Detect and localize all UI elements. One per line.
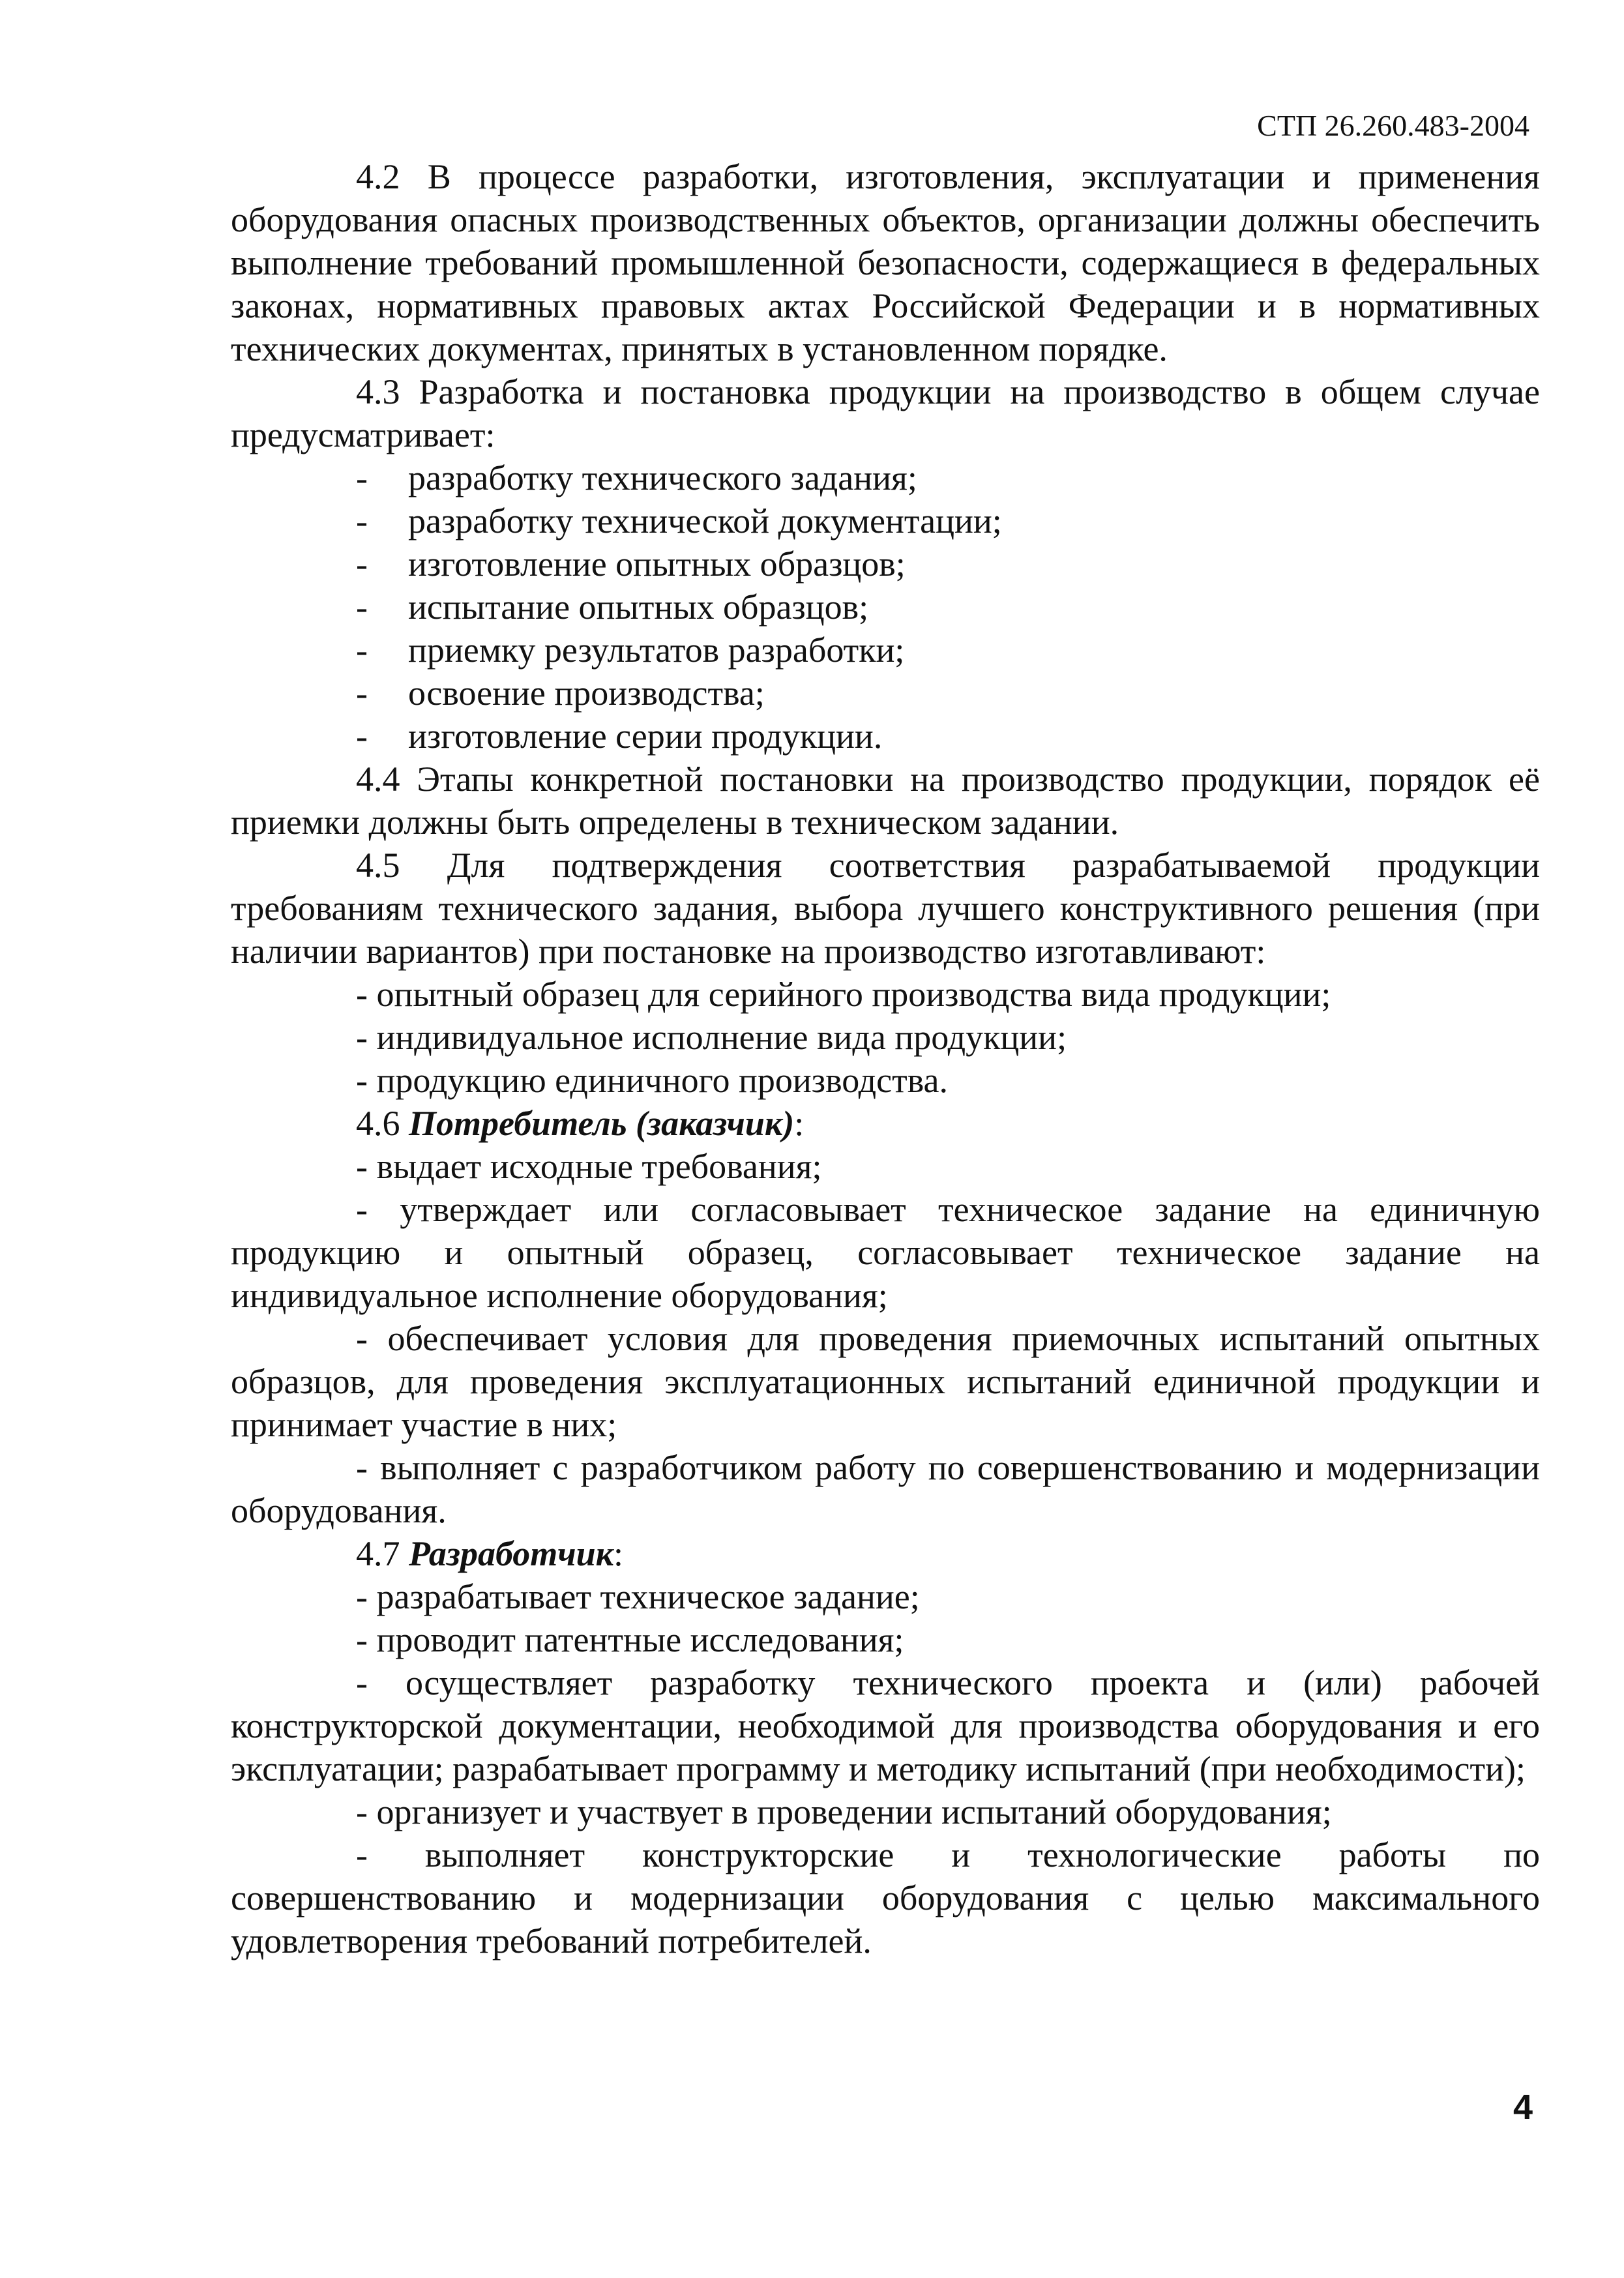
- heading-4-6: [231, 1102, 1540, 1145]
- dash-marker: -: [356, 587, 368, 627]
- paragraph-4-5-intro: 4.5 Для подтверждения соответствия разрабатываемой продукции требованиям технического задания, выбора лучшего конструктивного решения (при наличии вариантов) при постановке на производство изготавливают:: [231, 846, 1540, 971]
- list-item-text: разработку технической документации;: [408, 501, 1002, 540]
- dash-marker: -: [356, 458, 368, 497]
- list-item-text: разработку технического задания;: [408, 458, 917, 497]
- section-title: Разработчик: [409, 1534, 613, 1573]
- section-number: 4.6: [356, 1104, 409, 1143]
- list-item-text: приемку результатов разработки;: [408, 630, 905, 670]
- list-item: - организует и участвует в проведении испытаний оборудования;: [356, 1792, 1332, 1831]
- list-item: - выполняет конструкторские и технологические работы по совершенствованию и модернизации оборудования с целью максимального удовлетворения требований потребителей.: [231, 1835, 1540, 1960]
- heading-4-7: [231, 1532, 1540, 1575]
- paragraph-4-3-intro: 4.3 Разработка и постановка продукции на производство в общем случае предусматривает:: [231, 372, 1540, 454]
- list-item: [231, 456, 1540, 499]
- paragraph-4-2: 4.2 В процессе разработки, изготовления, эксплуатации и применения оборудования опасных производственных объектов, организации должны обеспечить выполнение требований промышленной безопасности, содержащиеся в федеральных законах, нормативных правовых актах Российской Федерации и в нормативных технических документах, принятых в установленном порядке.: [231, 157, 1540, 368]
- list-item: - выполняет с разработчиком работу по совершенствованию и модернизации оборудования.: [231, 1448, 1540, 1530]
- page-number: 4: [1513, 2088, 1533, 2127]
- list-item: - опытный образец для серийного производства вида продукции;: [356, 975, 1331, 1014]
- list-item: [231, 715, 1540, 758]
- list-item: [231, 629, 1540, 672]
- list-item: - индивидуальное исполнение вида продукции;: [356, 1018, 1067, 1057]
- list-item: - продукцию единичного производства.: [356, 1061, 948, 1100]
- list-item-text: изготовление опытных образцов;: [408, 544, 906, 584]
- list-item-text: испытание опытных образцов;: [408, 587, 869, 627]
- list-item: [231, 585, 1540, 629]
- list-item: - осуществляет разработку технического проекта и (или) рабочей конструкторской документации, необходимой для производства оборудования и его эксплуатации; разрабатывает программу и методику испытаний (при необходимости);: [231, 1663, 1540, 1788]
- list-item: - проводит патентные исследования;: [356, 1620, 904, 1659]
- section-colon: :: [794, 1104, 805, 1143]
- document-code: СТП 26.260.483-2004: [1257, 109, 1529, 142]
- list-item: - выдает исходные требования;: [356, 1147, 822, 1186]
- list-item: - разрабатывает техническое задание;: [356, 1577, 920, 1616]
- list-item: [231, 542, 1540, 585]
- list-item-text: освоение производства;: [408, 673, 765, 713]
- list-item: - утверждает или согласовывает техническое задание на единичную продукцию и опытный образец, согласовывает техническое задание на индивидуальное исполнение оборудования;: [231, 1190, 1540, 1315]
- document-body: [231, 155, 1540, 1962]
- dash-marker: -: [356, 501, 368, 540]
- section-title: Потребитель (заказчик): [409, 1104, 795, 1143]
- dash-marker: -: [356, 673, 368, 713]
- list-item-text: изготовление серии продукции.: [408, 717, 883, 756]
- dash-marker: -: [356, 630, 368, 670]
- list-item: - обеспечивает условия для проведения приемочных испытаний опытных образцов, для проведения эксплуатационных испытаний единичной продукции и принимает участие в них;: [231, 1319, 1540, 1444]
- section-number: 4.7: [356, 1534, 409, 1573]
- section-colon: :: [613, 1534, 623, 1573]
- dash-marker: -: [356, 544, 368, 584]
- list-item: [231, 672, 1540, 715]
- paragraph-4-4: 4.4 Этапы конкретной постановки на производство продукции, порядок её приемки должны быть определены в техническом задании.: [231, 760, 1540, 842]
- list-item: [231, 499, 1540, 542]
- dash-marker: -: [356, 717, 368, 756]
